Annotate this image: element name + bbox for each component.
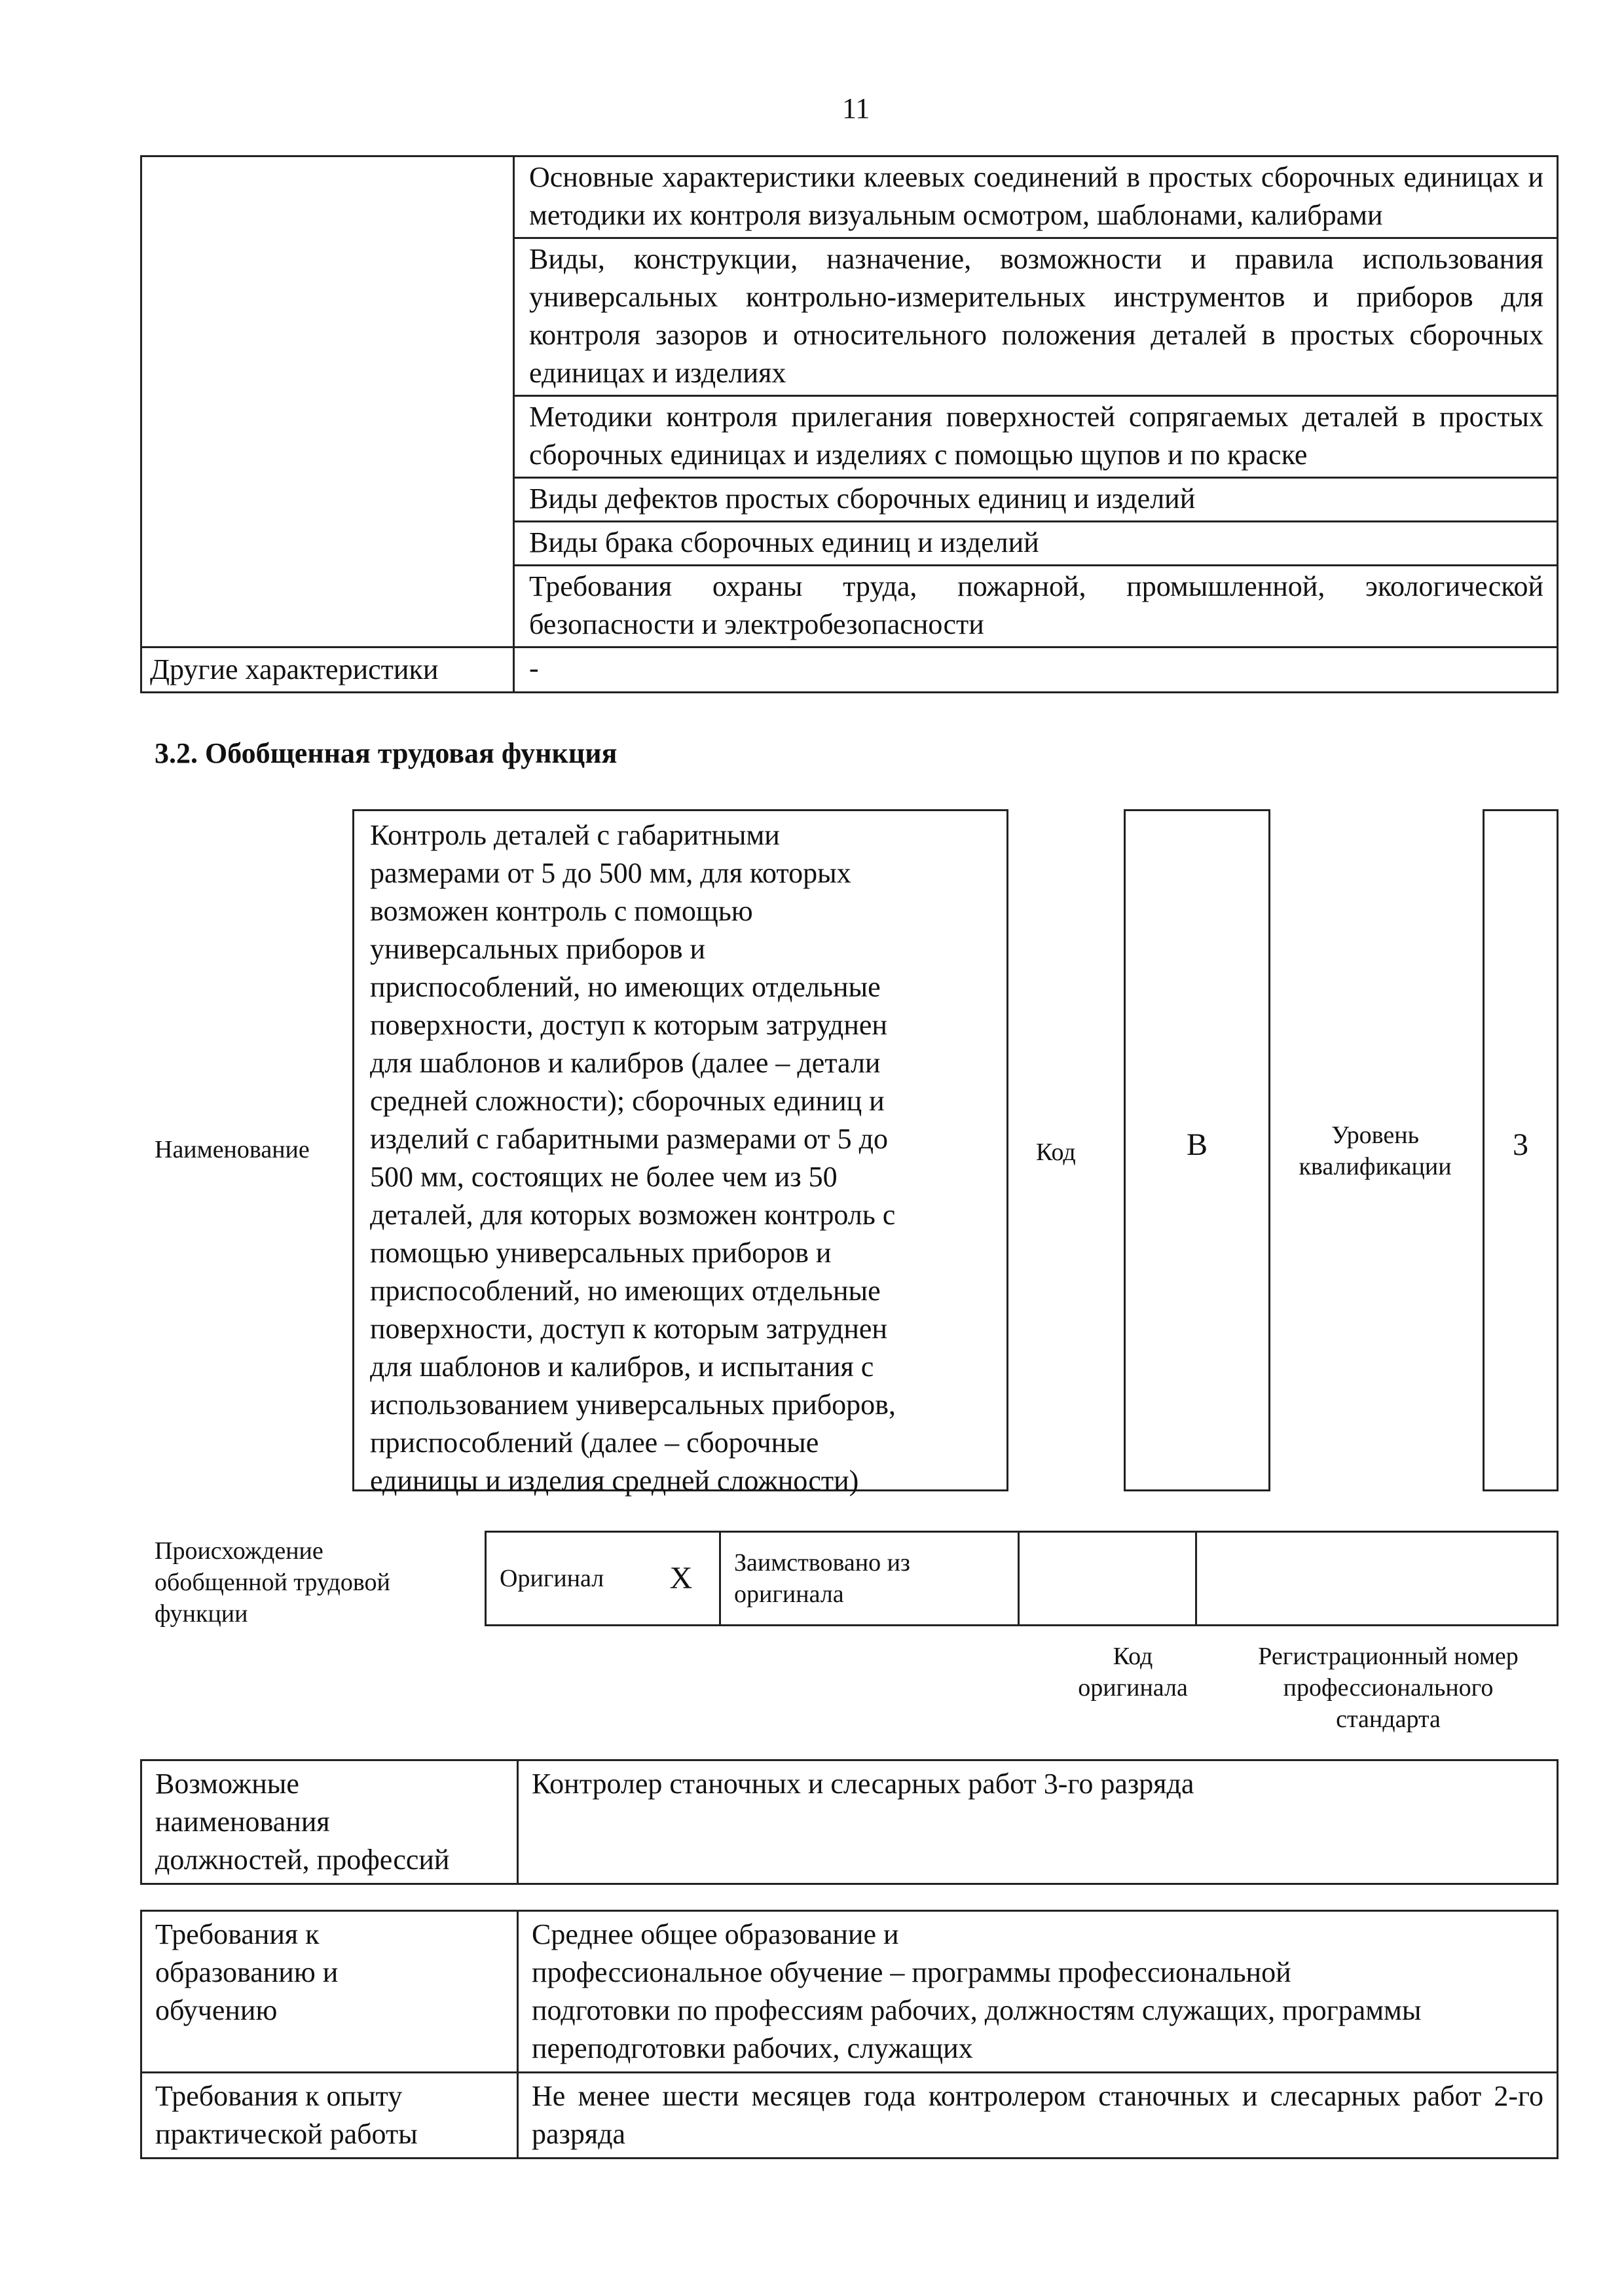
caption-line: Регистрационный номер <box>1258 1643 1519 1670</box>
name-line: размерами от 5 до 500 мм, для которых <box>370 857 851 889</box>
requirements-table <box>140 1910 1559 2159</box>
positions-table <box>140 1759 1559 1885</box>
table-row <box>141 647 1558 693</box>
level-box <box>1483 809 1559 1491</box>
table-cell: Виды брака сборочных единиц и изделий <box>514 522 1558 566</box>
other-characteristics-label: Другие характеристики <box>141 647 514 693</box>
name-line: использованием универсальных приборов, <box>370 1389 896 1421</box>
name-line: помощью универсальных приборов и <box>370 1237 832 1269</box>
education-line: подготовки по профессиям рабочих, должностям служащих, программы <box>532 1994 1422 2026</box>
original-code-cell <box>1019 1532 1196 1626</box>
code-label: Код <box>1036 1139 1076 1166</box>
table-cell: Методики контроля прилегания поверхностей сопрягаемых деталей в простых сборочных единицах и изделиях с помощью щупов и по краске <box>514 396 1558 478</box>
table-row <box>141 156 1558 238</box>
experience-label <box>141 2073 518 2159</box>
caption-line: профессионального <box>1283 1674 1494 1702</box>
original-mark: X <box>643 1532 720 1626</box>
original-label: Оригинал <box>486 1532 644 1626</box>
code-box <box>1124 809 1270 1491</box>
origin-label-line: обобщенной трудовой <box>155 1569 390 1596</box>
caption-line: оригинала <box>1078 1674 1188 1702</box>
positions-label <box>141 1760 518 1884</box>
name-line: возможен контроль с помощью <box>370 895 753 927</box>
function-name-box <box>352 809 1008 1497</box>
origin-label-line: Происхождение <box>155 1537 323 1565</box>
table-row <box>141 1911 1558 2073</box>
name-line: деталей, для которых возможен контроль с <box>370 1199 896 1231</box>
experience-label-line: Требования к опыту <box>155 2080 403 2112</box>
table-cell: Основные характеристики клеевых соединений в простых сборочных единицах и методики их контроля визуальным осмотром, шаблонами, калибрами <box>514 156 1558 238</box>
level-label-line: Уровень <box>1331 1121 1419 1149</box>
education-label <box>141 1911 518 2073</box>
table-row <box>141 1760 1558 1884</box>
caption-line: Код <box>1113 1643 1153 1670</box>
origin-label <box>155 1535 390 1630</box>
name-line: поверхности, доступ к которым затруднен <box>370 1009 887 1041</box>
section-title: 3.2. Обобщенная трудовая функция <box>155 737 618 769</box>
table-row <box>141 2073 1558 2159</box>
table-cell: Виды, конструкции, назначение, возможности и правила использования универсальных контрольно-измерительных инструментов и приборов для контроля зазоров и относительного положения деталей в простых сборочных единицах и изделиях <box>514 238 1558 396</box>
name-line: приспособлений, но имеющих отдельные <box>370 1275 881 1307</box>
name-line: для шаблонов и калибров (далее – детали <box>370 1047 881 1079</box>
knowledge-table <box>140 155 1559 693</box>
experience-value: Не менее шести месяцев года контролером станочных и слесарных работ 2-го разряда <box>518 2073 1558 2159</box>
positions-label-line: наименования <box>155 1806 330 1838</box>
education-label-line: Требования к <box>155 1918 320 1950</box>
name-line: средней сложности); сборочных единиц и <box>370 1085 885 1117</box>
education-line: переподготовки рабочих, служащих <box>532 2032 973 2064</box>
education-label-line: образованию и <box>155 1956 339 1988</box>
origin-label-line: функции <box>155 1600 248 1628</box>
level-label <box>1277 1120 1473 1182</box>
name-line: поверхности, доступ к которым затруднен <box>370 1313 887 1345</box>
education-line: профессиональное обучение – программы профессиональной <box>532 1956 1291 1988</box>
education-label-line: обучению <box>155 1994 278 2026</box>
table-cell: Требования охраны труда, пожарной, промышленной, экологической безопасности и электробезопасности <box>514 566 1558 647</box>
name-line: изделий с габаритными размерами от 5 до <box>370 1123 889 1155</box>
name-line: для шаблонов и калибров, и испытания с <box>370 1351 874 1383</box>
caption-line: стандарта <box>1336 1705 1441 1733</box>
name-line: приспособлений (далее – сборочные <box>370 1427 819 1459</box>
code-value: B <box>1186 1127 1208 1162</box>
empty-label-cell <box>141 156 514 647</box>
borrowed-line: оригинала <box>734 1580 844 1608</box>
name-line: 500 мм, состоящих не более чем из 50 <box>370 1161 838 1193</box>
code-caption <box>1054 1641 1211 1704</box>
registration-number-cell <box>1196 1532 1558 1626</box>
name-line: универсальных приборов и <box>370 933 706 965</box>
other-characteristics-value: - <box>514 647 1558 693</box>
reg-caption <box>1231 1641 1545 1735</box>
name-line: единицы и изделия средней сложности) <box>370 1465 859 1497</box>
borrowed-label <box>720 1532 1019 1626</box>
education-line: Среднее общее образование и <box>532 1918 899 1950</box>
table-row <box>486 1532 1558 1626</box>
positions-label-line: должностей, профессий <box>155 1844 450 1876</box>
positions-value: Контролер станочных и слесарных работ 3-го разряда <box>518 1760 1558 1884</box>
table-cell: Виды дефектов простых сборочных единиц и изделий <box>514 478 1558 522</box>
name-label: Наименование <box>155 1136 310 1163</box>
name-line: приспособлений, но имеющих отдельные <box>370 971 881 1003</box>
experience-label-line: практической работы <box>155 2118 418 2150</box>
origin-table <box>485 1531 1559 1626</box>
education-value <box>518 1911 1558 2073</box>
level-label-line: квалификации <box>1299 1153 1452 1180</box>
borrowed-line: Заимствовано из <box>734 1549 910 1576</box>
level-value: 3 <box>1513 1127 1528 1162</box>
page-number: 11 <box>842 92 870 124</box>
name-line: Контроль деталей с габаритными <box>370 819 780 851</box>
positions-label-line: Возможные <box>155 1768 299 1800</box>
